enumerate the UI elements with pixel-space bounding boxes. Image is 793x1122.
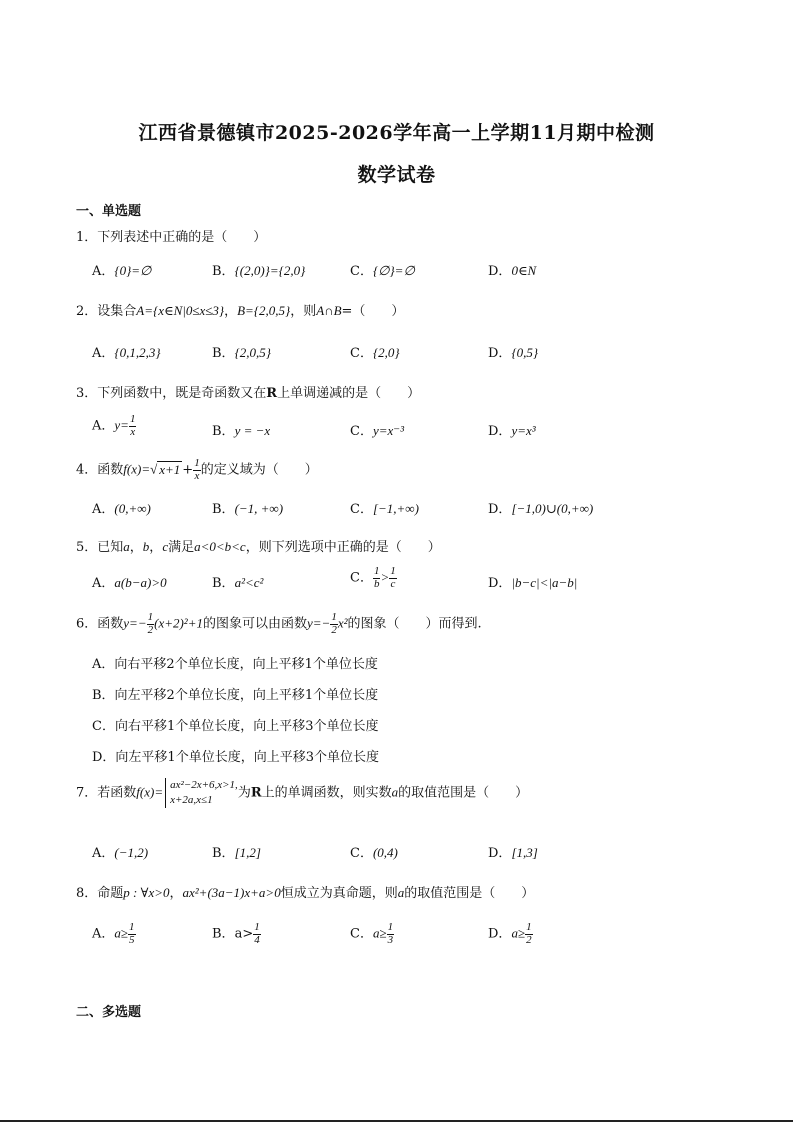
section-single-choice: 一、单选题 <box>76 204 142 219</box>
question-5-option-d: D．|b−c|<|a−b| <box>488 575 578 591</box>
question-4-option-d: D．[−1,0)∪(0,+∞) <box>488 501 594 517</box>
question-2-option-b: B．{2,0,5} <box>212 345 271 361</box>
question-4-option-a: A．(0,+∞) <box>92 501 151 517</box>
question-6-stem: 6．函数y=− $\frac{1}{2}$ (x+2)²+1的图象可以由函数y=− $\frac{1}{2}$ x²的图象（ ）而得到. <box>76 611 482 636</box>
exam-title: 江西省景德镇市2025-2026学年高一上学期11月期中检测 <box>138 122 655 144</box>
question-7-option-a: A．(−1,2) <box>92 845 149 861</box>
question-3-stem: 3．下列函数中，既是奇函数又在R上单调递减的是（ ） <box>76 386 421 401</box>
section-multiple-choice: 二、多选题 <box>76 1005 142 1020</box>
question-2-option-c: C．{2,0} <box>350 345 400 361</box>
question-1-option-b: B．{(2,0)}={2,0} <box>212 263 306 279</box>
question-1-option-c: C．{∅}=∅ <box>350 263 415 279</box>
question-5-stem: 5．已知a，b，c满足a<0<b<c，则下列选项中正确的是（ ） <box>76 539 441 555</box>
question-8-stem: 8．命题p : ∀x>0，ax²+(3a−1)x+a>0恒成立为真命题，则a的取值范围是（ ） <box>76 885 535 901</box>
question-4-stem: 4．函数f(x)=√ x+1 + $\frac{1}{x}$ 的定义域为（ ） <box>76 457 318 482</box>
question-1-option-a: A．{0}=∅ <box>92 263 152 279</box>
question-2-option-d: D．{0,5} <box>488 345 539 361</box>
question-2-stem: 2．设集合A={x∈N|0≤x≤3}，B={2,0,5}，则A∩B=（ ） <box>76 303 405 319</box>
question-8-option-b: B．a> $\frac{1}{4}$ <box>212 921 260 946</box>
question-6-option-b: B．向左平移2个单位长度，向上平移1个单位长度 <box>92 688 379 703</box>
question-7-option-c: C．(0,4) <box>350 845 398 861</box>
question-4-option-b: B．(−1, +∞) <box>212 501 284 517</box>
question-6-option-a: A．向右平移2个单位长度，向上平移1个单位长度 <box>92 657 378 672</box>
question-1-option-d: D．0∈N <box>488 263 537 279</box>
question-1-stem: 1．下列表述中正确的是（ ） <box>76 230 267 245</box>
question-6-option-d: D．向左平移1个单位长度，向上平移3个单位长度 <box>92 750 379 765</box>
question-5-option-c: C． $\frac{1}{b}$ > $\frac{1}{c}$ <box>350 565 396 590</box>
question-3-option-a: A．y= $\frac{1}{x}$ <box>92 413 136 438</box>
question-7-stem: 7．若函数f(x)= ax²−2x+6,x>1, x+2a,x≤1 为R上的单调函数，则实数a的取值范围是（ ） <box>76 779 529 806</box>
question-5-option-a: A．a(b−a)>0 <box>92 575 167 591</box>
question-7-option-b: B．[1,2] <box>212 845 261 861</box>
question-8-option-c: C．a≥ $\frac{1}{3}$ <box>350 921 394 946</box>
question-3-option-b: B．y = −x <box>212 423 271 439</box>
question-8-option-a: A．a≥ $\frac{1}{5}$ <box>92 921 135 946</box>
question-3-option-c: C．y=x⁻³ <box>350 423 405 439</box>
question-5-option-b: B．a²<c² <box>212 575 264 591</box>
question-6-option-c: C．向右平移1个单位长度，向上平移3个单位长度 <box>92 719 379 734</box>
exam-subtitle: 数学试卷 <box>357 164 436 186</box>
question-7-option-d: D．[1,3] <box>488 845 538 861</box>
question-3-option-d: D．y=x³ <box>488 423 536 439</box>
question-4-option-c: C．[−1,+∞) <box>350 501 419 517</box>
question-8-option-d: D．a≥ $\frac{1}{2}$ <box>488 921 532 946</box>
question-2-option-a: A．{0,1,2,3} <box>92 345 161 361</box>
